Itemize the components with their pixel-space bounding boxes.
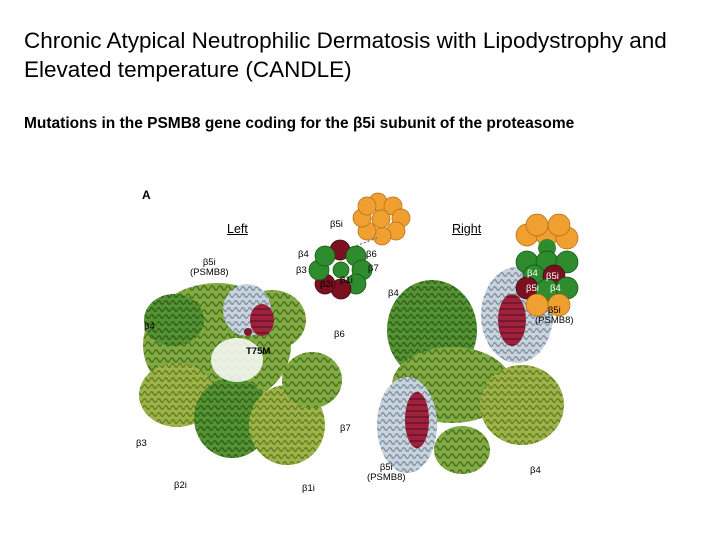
label-b4-right: β4	[530, 465, 541, 476]
panel-label: A	[142, 188, 151, 202]
label-b5i-psmb8-bottom: β5i (PSMB8)	[367, 462, 406, 483]
label-b4-left: β4	[144, 321, 155, 332]
label-b4-top: β4	[388, 288, 399, 299]
ring-label-b7: β7	[368, 263, 379, 274]
label-b5i-psmb8-left: β5i (PSMB8)	[190, 257, 229, 278]
left-ring-structure	[139, 283, 342, 465]
label-b3: β3	[136, 438, 147, 449]
label-b1i: β1i	[302, 483, 315, 494]
ring-label-b2i: β2i	[320, 279, 333, 290]
middle-green-ring	[309, 240, 372, 299]
label-b7: β7	[340, 423, 351, 434]
structure-illustration	[122, 180, 592, 495]
stack-label-b4-right: β4	[550, 283, 561, 294]
label-b6: β6	[334, 329, 345, 340]
ring-label-b1i: β1i	[340, 275, 353, 286]
stack-label-b4-left: β4	[527, 268, 538, 279]
left-label: Left	[227, 222, 248, 236]
top-orange-ring	[353, 193, 410, 245]
label-b5i-psmb8-right: β5i (PSMB8)	[535, 305, 574, 326]
stack-label-b5i-left: β5i	[526, 283, 539, 294]
ring-label-b5i: β5i	[330, 219, 343, 230]
proteasome-structure-figure	[122, 180, 592, 495]
ring-label-b3: β3	[296, 265, 307, 276]
stack-label-b5i-right: β5i	[546, 271, 559, 282]
label-b2i: β2i	[174, 480, 187, 491]
slide-subtitle: Mutations in the PSMB8 gene coding for the β5i subunit of the proteasome	[24, 115, 575, 132]
right-label: Right	[452, 222, 482, 236]
ring-label-b6: β6	[366, 249, 377, 260]
slide-title: Chronic Atypical Neutrophilic Dermatosis with Lipodystrophy and Elevated temperature (CANDLE)	[24, 28, 667, 82]
label-t75m: T75M	[246, 346, 271, 357]
ring-label-b4: β4	[298, 249, 309, 260]
